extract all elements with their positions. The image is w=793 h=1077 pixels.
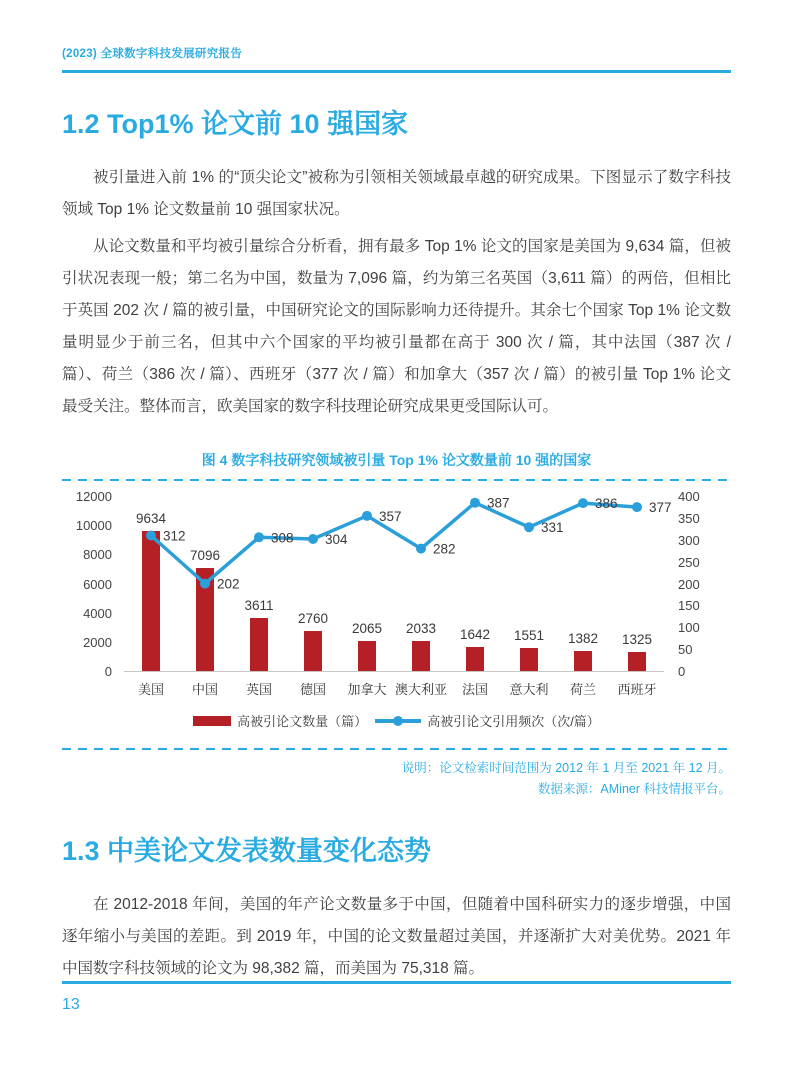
section-1-2-paragraph-2: 从论文数量和平均被引量综合分析看，拥有最多 Top 1% 论文的国家是美国为 9,634 篇，但被引状况表现一般；第二名为中国，数量为 7,096 篇，约为第三名英国（3,611 篇）的两倍，但相比于英国 202 次 / 篇的被引量，中国研究论文的国际影响力还待提升。其余七个国家 Top 1% 论文数量明显少于前三名，但其中六个国家的平均被引量都在高于 300 次 / 篇，其中法国（387 次 / 篇）、荷兰（386 次 / 篇）、西班牙（377 次 / 篇）和加拿大（357 次 / 篇）的被引量 Top 1% 论文最受关注。整体而言，欧美国家的数字科技理论研究成果更受国际认可。 <box>62 238 731 415</box>
bar <box>412 641 430 671</box>
right-axis-tick: 250 <box>678 554 700 570</box>
line-value-label: 282 <box>433 541 456 557</box>
bar-series-swatch <box>193 716 231 726</box>
x-axis-label: 澳大利亚 <box>394 682 447 697</box>
right-axis-tick: 200 <box>678 576 700 592</box>
figure-note-scope: 说明：论文检索时间范围为 2012 年 1 月至 2021 年 12 月。 <box>401 761 731 775</box>
legend-item-line-series <box>375 711 600 730</box>
bar-value-label: 7096 <box>189 547 221 563</box>
left-axis-labels <box>62 489 124 679</box>
right-axis-tick: 50 <box>678 642 693 658</box>
bar-value-label: 9634 <box>135 510 167 526</box>
section-1-2-title: 1.2 Top1% 论文前 10 强国家 <box>62 109 409 139</box>
footer-divider <box>62 981 731 984</box>
x-axis-label: 德国 <box>299 682 326 697</box>
bar <box>574 651 592 671</box>
bar-value-label: 2760 <box>297 610 329 626</box>
right-axis-tick: 300 <box>678 532 700 548</box>
chart-plot-area <box>124 495 672 672</box>
line-value-label: 308 <box>271 530 294 546</box>
left-axis-tick: 0 <box>104 664 112 679</box>
left-axis-tick: 8000 <box>83 547 112 563</box>
bar-column <box>556 497 610 671</box>
bar <box>358 641 376 671</box>
figure-dashed-rule-bottom <box>62 748 731 750</box>
x-axis-spacer-left <box>62 679 124 698</box>
x-axis-label: 意大利 <box>509 682 549 697</box>
figure-notes <box>62 758 731 800</box>
bar <box>142 531 160 671</box>
bar <box>628 652 646 671</box>
x-axis-label: 法国 <box>461 682 488 697</box>
legend-item-bar-series <box>193 711 367 730</box>
line-value-label: 386 <box>595 496 618 512</box>
right-axis-tick: 0 <box>678 664 686 679</box>
bar-column <box>286 497 340 671</box>
bar-column <box>448 497 502 671</box>
bar-value-label: 1325 <box>621 631 653 647</box>
figure-note-source: 数据来源：AMiner 科技情报平台。 <box>537 782 731 796</box>
left-axis-tick: 6000 <box>83 576 112 592</box>
section-1-3-paragraph-1: 在 2012-2018 年间，美国的年产论文数量多于中国，但随着中国科研实力的逐步增强，中国逐年缩小与美国的差距。到 2019 年，中国的论文数量超过美国，并逐渐扩大对美优势。2021 年中国数字科技领域的论文为 98,382 篇，而美国为 75,318 篇。 <box>62 896 731 977</box>
bar-column <box>340 497 394 671</box>
legend-label-bar-series: 高被引论文数量（篇） <box>237 714 368 729</box>
x-axis-label: 中国 <box>191 682 218 697</box>
line-value-label: 312 <box>163 528 186 544</box>
line-value-label: 202 <box>217 576 240 592</box>
line-value-label: 387 <box>487 495 510 511</box>
bar <box>250 618 268 671</box>
bar-value-label: 1551 <box>513 628 545 644</box>
bar <box>196 568 214 671</box>
chart-legend <box>62 711 731 730</box>
x-axis-labels <box>124 679 664 698</box>
x-axis-label: 英国 <box>245 682 272 697</box>
right-axis-tick: 400 <box>678 489 700 504</box>
bar-column <box>610 497 664 671</box>
left-axis-tick: 12000 <box>75 489 112 504</box>
bar-column <box>502 497 556 671</box>
figure-4-chart <box>62 481 731 748</box>
page-number: 13 <box>62 996 80 1013</box>
x-axis-label: 荷兰 <box>569 682 596 697</box>
bar-column <box>232 497 286 671</box>
line-value-label: 377 <box>649 500 672 516</box>
section-1-3-title: 1.3 中美论文发表数量变化态势 <box>62 836 432 866</box>
line-value-label: 304 <box>325 532 348 547</box>
x-axis-label: 加拿大 <box>347 682 387 697</box>
x-axis-labels-row <box>62 679 731 698</box>
bar-column <box>394 497 448 671</box>
left-axis-tick: 10000 <box>75 518 112 534</box>
x-axis-label: 美国 <box>137 682 164 697</box>
left-axis-tick: 2000 <box>83 634 112 650</box>
bar-value-label: 2033 <box>405 621 437 637</box>
right-axis-tick: 150 <box>678 598 700 614</box>
section-1-2-paragraph-1: 被引量进入前 1% 的“顶尖论文”被称为引领相关领域最卓越的研究成果。下图显示了数字科技领域 Top 1% 论文数量前 10 强国家状况。 <box>62 169 731 218</box>
left-axis-tick: 4000 <box>83 605 112 621</box>
header-divider <box>62 70 731 73</box>
bar-value-label: 2065 <box>351 620 383 636</box>
right-axis-tick: 100 <box>678 620 700 636</box>
chart-plot-row <box>62 489 731 679</box>
bar-value-label: 1382 <box>567 630 599 646</box>
bar-column <box>124 497 178 671</box>
x-axis-spacer-right <box>664 679 731 698</box>
line-value-label: 357 <box>379 508 402 524</box>
right-axis-tick: 350 <box>678 510 700 526</box>
document-header-title: (2023) 全球数字科技发展研究报告 <box>62 48 243 60</box>
bar-series <box>124 497 664 671</box>
figure-4-title: 图 4 数字科技研究领域被引量 Top 1% 论文数量前 10 强的国家 <box>201 452 592 468</box>
x-axis-label: 西班牙 <box>617 682 657 697</box>
line-swatch-dot <box>393 716 403 726</box>
line-value-label: 331 <box>541 520 564 536</box>
bar-value-label: 1642 <box>459 627 491 643</box>
page-footer <box>62 981 731 1014</box>
bar-value-label: 3611 <box>244 598 274 614</box>
document-header <box>62 0 731 73</box>
bar <box>520 648 538 671</box>
right-axis-labels <box>664 489 731 679</box>
bar <box>466 647 484 671</box>
line-series-swatch <box>375 715 421 726</box>
legend-label-line-series: 高被引论文引用频次（次/篇） <box>427 714 600 729</box>
bar <box>304 631 322 671</box>
bar-column <box>178 497 232 671</box>
